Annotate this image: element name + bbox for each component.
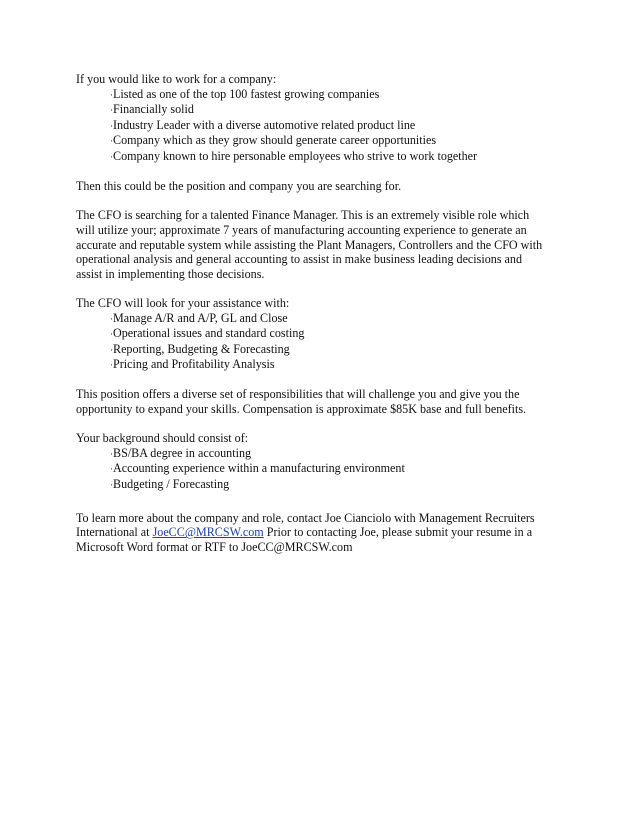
bullet-dot: · bbox=[110, 151, 113, 162]
contact-paragraph bbox=[76, 511, 576, 555]
role-paragraph bbox=[76, 208, 576, 281]
list-item-text: Operational issues and standard costing bbox=[113, 326, 305, 341]
list-item bbox=[76, 461, 576, 477]
list-item-text: Listed as one of the top 100 fastest growing companies bbox=[113, 86, 380, 101]
email-link[interactable]: JoeCC@MRCSW.com bbox=[152, 525, 264, 540]
paragraph-line: assist in implementing those decisions. bbox=[76, 266, 265, 281]
list-item-text: Company known to hire personable employees who strive to work together bbox=[113, 148, 478, 163]
contact-suffix: Prior to contacting Joe, please submit your resume in a bbox=[263, 525, 533, 540]
list-item bbox=[76, 446, 576, 462]
spacer bbox=[76, 281, 576, 296]
list-item bbox=[76, 326, 576, 342]
list-item-text: Accounting experience within a manufacturing environment bbox=[113, 461, 405, 476]
list-item-text: Company which as they grow should generate career opportunities bbox=[113, 133, 437, 148]
intro-bullet-list bbox=[76, 87, 576, 165]
list-item bbox=[76, 149, 576, 165]
list-item-text: BS/BA degree in accounting bbox=[113, 445, 252, 460]
list-item bbox=[76, 87, 576, 103]
spacer bbox=[76, 493, 576, 511]
bullet-dot: · bbox=[110, 136, 113, 147]
background-lead: Your background should consist of: bbox=[76, 431, 249, 446]
paragraph-line: accurate and reputable system while assisting the Plant Managers, Controllers and the CFO with bbox=[76, 237, 543, 252]
bullet-dot: · bbox=[110, 360, 113, 371]
list-item-text: Budgeting / Forecasting bbox=[113, 477, 230, 492]
paragraph-line: This position offers a diverse set of responsibilities that will challenge you and give you the bbox=[76, 387, 520, 402]
document-page bbox=[76, 72, 576, 554]
paragraph-line: opportunity to expand your skills. Compensation is approximate $85K base and full benefits. bbox=[76, 402, 527, 417]
spacer bbox=[76, 165, 576, 180]
contact-prefix: International at bbox=[76, 525, 153, 540]
list-item bbox=[76, 133, 576, 149]
bullet-dot: · bbox=[110, 89, 113, 100]
list-item-text: Industry Leader with a diverse automotive related product line bbox=[113, 117, 416, 132]
list-item bbox=[76, 311, 576, 327]
list-item-text: Pricing and Profitability Analysis bbox=[113, 357, 275, 372]
list-item bbox=[76, 102, 576, 118]
list-item bbox=[76, 477, 576, 493]
list-item-text: Manage A/R and A/P, GL and Close bbox=[113, 310, 288, 325]
list-item-text: Financially solid bbox=[113, 102, 194, 117]
spacer bbox=[76, 194, 576, 209]
list-item bbox=[76, 118, 576, 134]
paragraph-line: The CFO is searching for a talented Finance Manager. This is an extremely visible role which bbox=[76, 208, 530, 223]
bullet-dot: · bbox=[110, 329, 113, 340]
assistance-lead: The CFO will look for your assistance with: bbox=[76, 295, 290, 310]
list-item bbox=[76, 357, 576, 373]
assistance-bullet-list bbox=[76, 311, 576, 373]
spacer bbox=[76, 373, 576, 388]
spacer bbox=[76, 417, 576, 432]
bullet-dot: · bbox=[110, 120, 113, 131]
paragraph-line: Microsoft Word format or RTF to JoeCC@MRCSW.com bbox=[76, 539, 353, 554]
paragraph-line: will utilize your; approximate 7 years of manufacturing accounting experience to generate an bbox=[76, 222, 527, 237]
bullet-dot: · bbox=[110, 464, 113, 475]
paragraph-line: operational analysis and general accounting to assist in make business leading decisions and bbox=[76, 252, 523, 267]
background-bullet-list bbox=[76, 446, 576, 493]
bullet-dot: · bbox=[110, 313, 113, 324]
offer-paragraph bbox=[76, 387, 576, 416]
bullet-dot: · bbox=[110, 480, 113, 491]
intro-lead: If you would like to work for a company: bbox=[76, 72, 277, 86]
paragraph-line bbox=[76, 525, 576, 540]
paragraph-line: To learn more about the company and role, contact Joe Cianciolo with Management Recruiters bbox=[76, 510, 535, 525]
bullet-dot: · bbox=[110, 344, 113, 355]
list-item bbox=[76, 342, 576, 358]
then-line: Then this could be the position and company you are searching for. bbox=[76, 179, 402, 194]
bullet-dot: · bbox=[110, 448, 113, 459]
list-item-text: Reporting, Budgeting & Forecasting bbox=[113, 341, 290, 356]
bullet-dot: · bbox=[110, 105, 113, 116]
